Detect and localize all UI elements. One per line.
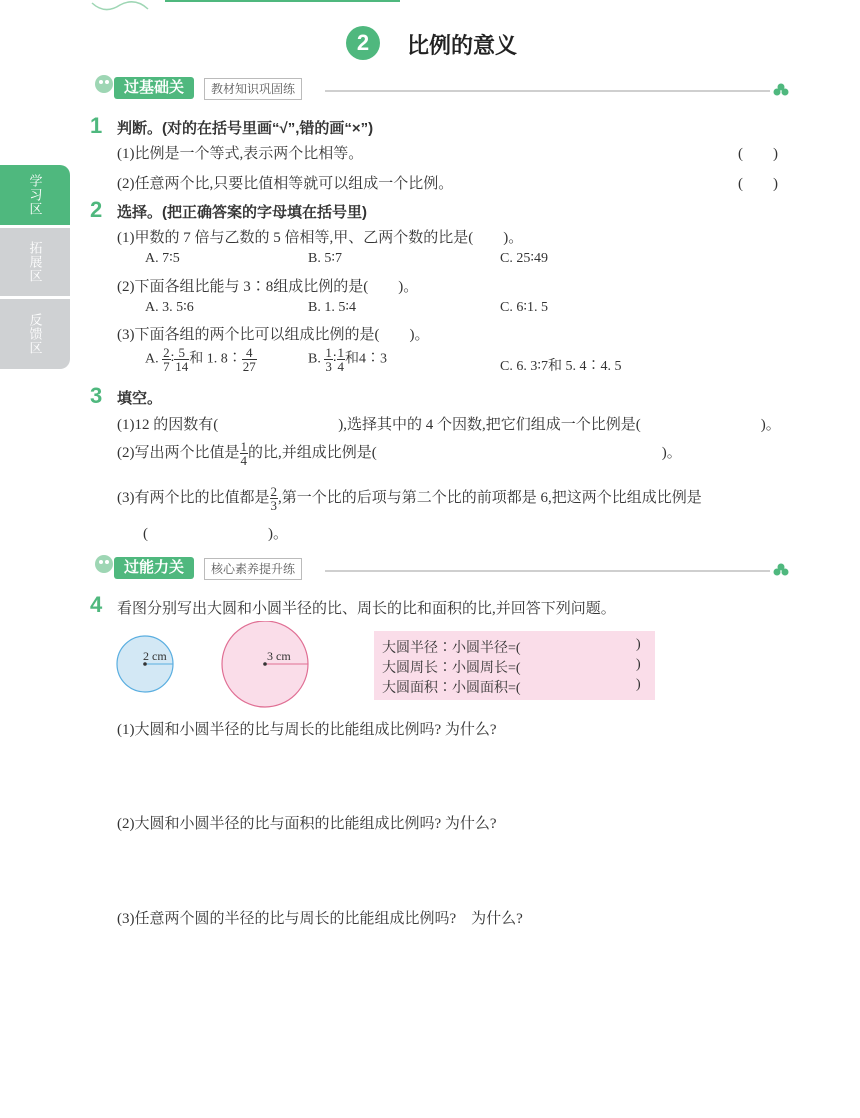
fill-item: (3)有两个比的比值都是 $\frac{2}{3}$ ,第一个比的后项与第二个比的前项都是 6,把这两个比组成比例是 — [117, 484, 702, 513]
option-b[interactable]: B. 5∶7 — [308, 251, 342, 266]
question-title: 看图分别写出大圆和小圆半径的比、周长的比和面积的比,并回答下列问题。 — [117, 601, 616, 617]
ratio-line-radius: 大圆半径∶小圆半径=( — [382, 641, 521, 656]
section-banner-ability — [90, 556, 790, 580]
sidebar-tab-expand[interactable]: 拓展区 — [0, 228, 70, 296]
ratio-close[interactable]: ) — [636, 657, 641, 672]
ratio-line-circumference: 大圆周长∶小圆周长=( — [382, 661, 521, 676]
question-number: 1 — [90, 113, 103, 138]
choice-stem: (1)甲数的 7 倍与乙数的 5 倍相等,甲、乙两个数的比是( )。 — [117, 230, 524, 246]
section-tag: 过能力关 — [114, 557, 194, 579]
option-b[interactable]: B. 1. 5∶4 — [308, 300, 356, 315]
ratio-line-area: 大圆面积∶小圆面积=( — [382, 681, 521, 696]
clover-icon — [773, 563, 789, 579]
ratio-close[interactable]: ) — [636, 677, 641, 692]
option-a[interactable]: A. 7∶5 — [145, 251, 180, 266]
top-rule — [165, 0, 400, 2]
fill-item-continued: ( )。 — [143, 526, 288, 542]
section-banner-basic — [90, 76, 790, 100]
option-c[interactable]: C. 25∶49 — [500, 251, 548, 266]
ratio-answer-box — [374, 631, 655, 700]
question-title: 选择。(把正确答案的字母填在括号里) — [117, 204, 367, 221]
option-b[interactable]: B. $\frac{1}{3}$ ∶ $\frac{1}{4}$ 和4∶3 — [308, 345, 387, 374]
answer-blank[interactable]: ( ) — [738, 146, 778, 162]
sub-question: (2)大圆和小圆半径的比与面积的比能组成比例吗? 为什么? — [117, 816, 497, 832]
question-number: 2 — [90, 197, 103, 222]
question-number: 3 — [90, 383, 103, 408]
circles-figure — [115, 621, 315, 711]
lesson-number-badge: 2 — [346, 26, 380, 60]
lesson-title: 比例的意义 — [407, 33, 518, 58]
section-tag: 过基础关 — [114, 77, 194, 99]
sidebar-tab-feedback[interactable]: 反馈区 — [0, 299, 70, 369]
option-a[interactable]: A. 3. 5∶6 — [145, 300, 194, 315]
small-radius-label: 2 cm — [143, 649, 167, 663]
sidebar-tab-study[interactable]: 学习区 — [0, 165, 70, 225]
fill-item: (2)写出两个比值是 $\frac{1}{4}$ 的比,并组成比例是( )。 — [117, 439, 682, 468]
choice-stem: (3)下面各组的两个比可以组成比例的是( )。 — [117, 327, 430, 343]
question-title: 判断。(对的在括号里画“√”,错的画“×”) — [117, 120, 374, 137]
sub-question: (1)大圆和小圆半径的比与周长的比能组成比例吗? 为什么? — [117, 722, 497, 738]
section-rule — [325, 570, 770, 572]
ratio-close[interactable]: ) — [636, 637, 641, 652]
section-rule — [325, 90, 770, 92]
sub-question: (3)任意两个圆的半径的比与周长的比能组成比例吗? 为什么? — [117, 911, 523, 927]
option-a[interactable]: A. $\frac{2}{7}$ ∶ $\frac{5}{14}$ 和 1. 8∶ $\frac{4}{27}$ — [145, 345, 256, 374]
judge-item: (1)比例是一个等式,表示两个比相等。 — [117, 146, 364, 162]
clover-icon — [773, 83, 789, 99]
top-decoration — [90, 0, 150, 12]
section-subtitle: 核心素养提升练 — [204, 558, 302, 580]
big-radius-label: 3 cm — [267, 649, 291, 663]
question-title: 填空。 — [117, 390, 163, 407]
section-subtitle: 教材知识巩固练 — [204, 78, 302, 100]
answer-blank[interactable]: ( ) — [738, 176, 778, 192]
option-c[interactable]: C. 6∶1. 5 — [500, 300, 548, 315]
fill-item: (1)12 的因数有( ),选择其中的 4 个因数,把它们组成一个比例是( )。 — [117, 417, 781, 433]
choice-stem: (2)下面各组比能与 3∶8组成比例的是( )。 — [117, 279, 419, 295]
option-c[interactable]: C. 6. 3∶7和 5. 4∶4. 5 — [500, 359, 622, 374]
question-number: 4 — [90, 592, 103, 617]
judge-item: (2)任意两个比,只要比值相等就可以组成一个比例。 — [117, 176, 454, 192]
